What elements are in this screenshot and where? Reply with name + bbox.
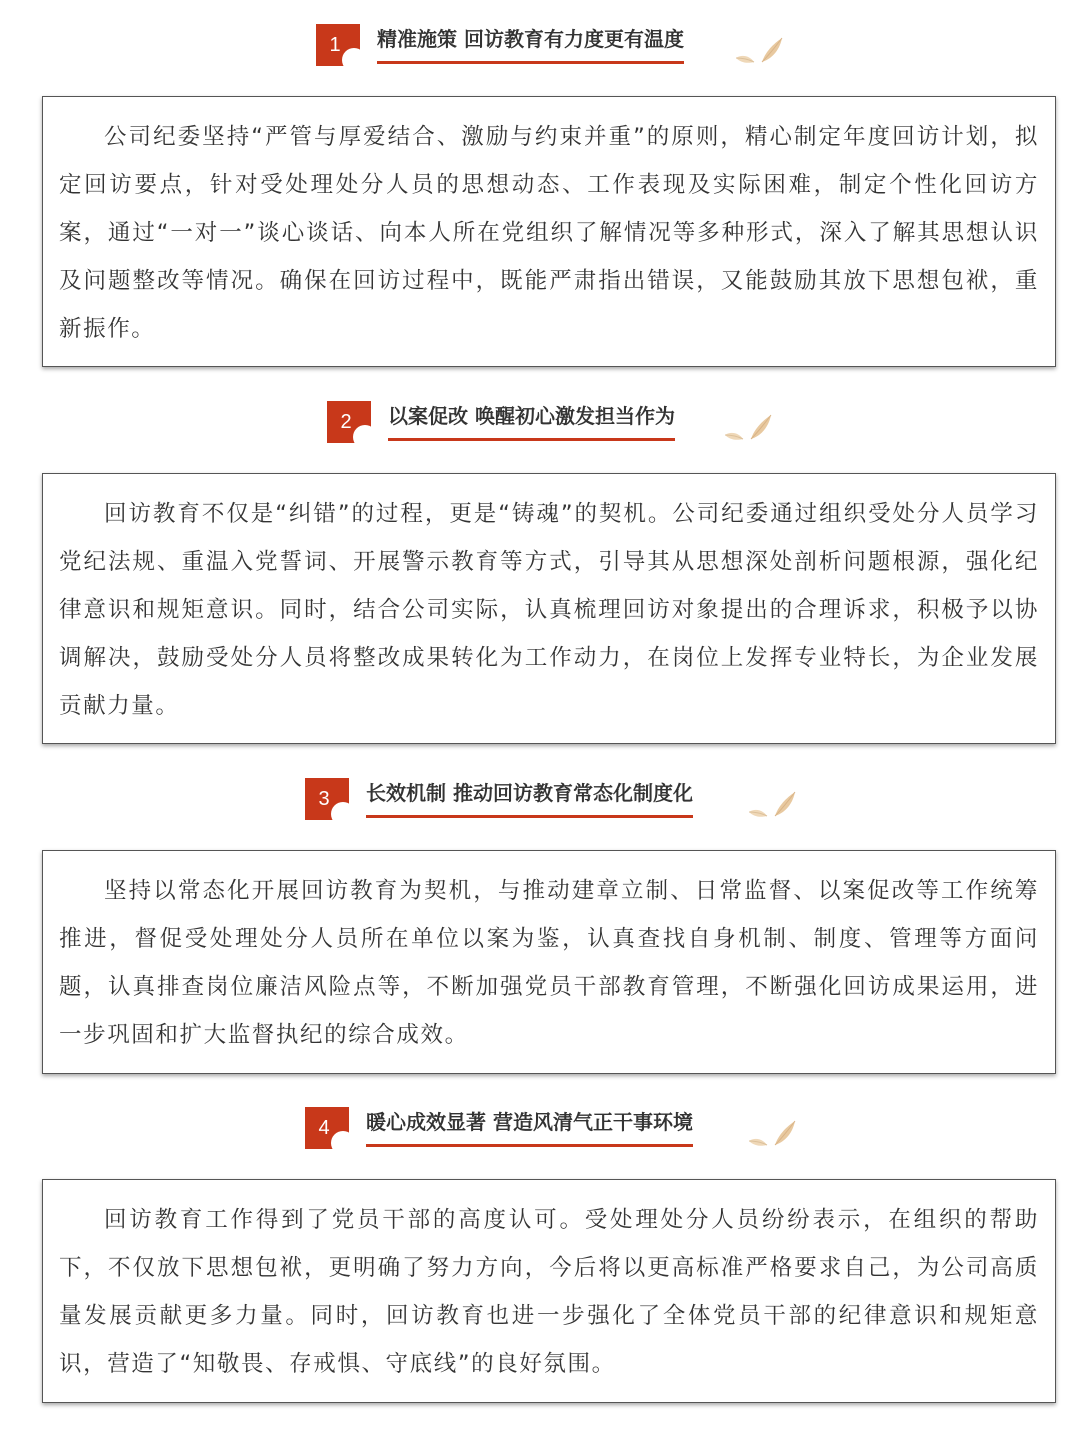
section-number: 1 (329, 34, 341, 56)
section-number-badge (305, 1107, 349, 1149)
section-paragraph: 回访教育工作得到了党员干部的高度认可。受处理处分人员纷纷表示，在组织的帮助下，不仅放下思想包袱，更明确了努力方向，今后将以更高标准严格要求自己，为公司高质量发展贡献更多力量。同时，回访教育也进一步强化了全体党员干部的纪律意识和规矩意识，营造了“知敬畏、存戒惧、守底线”的良好氛围。 (59, 1207, 1039, 1377)
section-header-2 (327, 401, 787, 453)
section-header-1 (316, 24, 796, 76)
section-number-badge (327, 401, 371, 443)
section-header-4 (305, 1107, 805, 1159)
section-title: 精准施策 回访教育有力度更有温度 (377, 26, 684, 64)
section-number: 2 (340, 411, 352, 433)
section-paragraph: 回访教育不仅是“纠错”的过程，更是“铸魂”的契机。公司纪委通过组织受处分人员学习党纪法规、重温入党誓词、开展警示教育等方式，引导其从思想深处剖析问题根源，强化纪律意识和规矩意识。同时，结合公司实际，认真梳理回访对象提出的合理诉求，积极予以协调解决，鼓励受处分人员将整改成果转化为工作动力，在岗位上发挥专业特长，为企业发展贡献力量。 (59, 501, 1039, 719)
section-number: 4 (318, 1117, 330, 1139)
content-box-3 (42, 850, 1056, 1074)
section-title: 长效机制 推动回访教育常态化制度化 (366, 780, 693, 818)
leaf-icon (721, 409, 773, 445)
section-paragraph: 公司纪委坚持“严管与厚爱结合、激励与约束并重”的原则，精心制定年度回访计划，拟定回访要点，针对受处理处分人员的思想动态、工作表现及实际困难，制定个性化回访方案，通过“一对一”谈心谈话、向本人所在党组织了解情况等多种形式，深入了解其思想认识及问题整改等情况。确保在回访过程中，既能严肃指出错误，又能鼓励其放下思想包袱，重新振作。 (59, 124, 1039, 342)
leaf-icon (745, 1115, 797, 1151)
section-title: 以案促改 唤醒初心激发担当作为 (388, 403, 675, 441)
leaf-icon (745, 786, 797, 822)
section-number-badge (305, 778, 349, 820)
section-paragraph: 坚持以常态化开展回访教育为契机，与推动建章立制、日常监督、以案促改等工作统筹推进，督促受处理处分人员所在单位以案为鉴，认真查找自身机制、制度、管理等方面问题，认真排查岗位廉洁风险点等，不断加强党员干部教育管理，不断强化回访成果运用，进一步巩固和扩大监督执纪的综合成效。 (59, 878, 1039, 1048)
section-number-badge (316, 24, 360, 66)
leaf-icon (732, 32, 784, 68)
content-box-1 (42, 96, 1056, 367)
content-box-4 (42, 1179, 1056, 1403)
section-number: 3 (318, 788, 330, 810)
content-box-2 (42, 473, 1056, 744)
section-header-3 (305, 778, 805, 830)
section-title: 暖心成效显著 营造风清气正干事环境 (366, 1109, 693, 1147)
